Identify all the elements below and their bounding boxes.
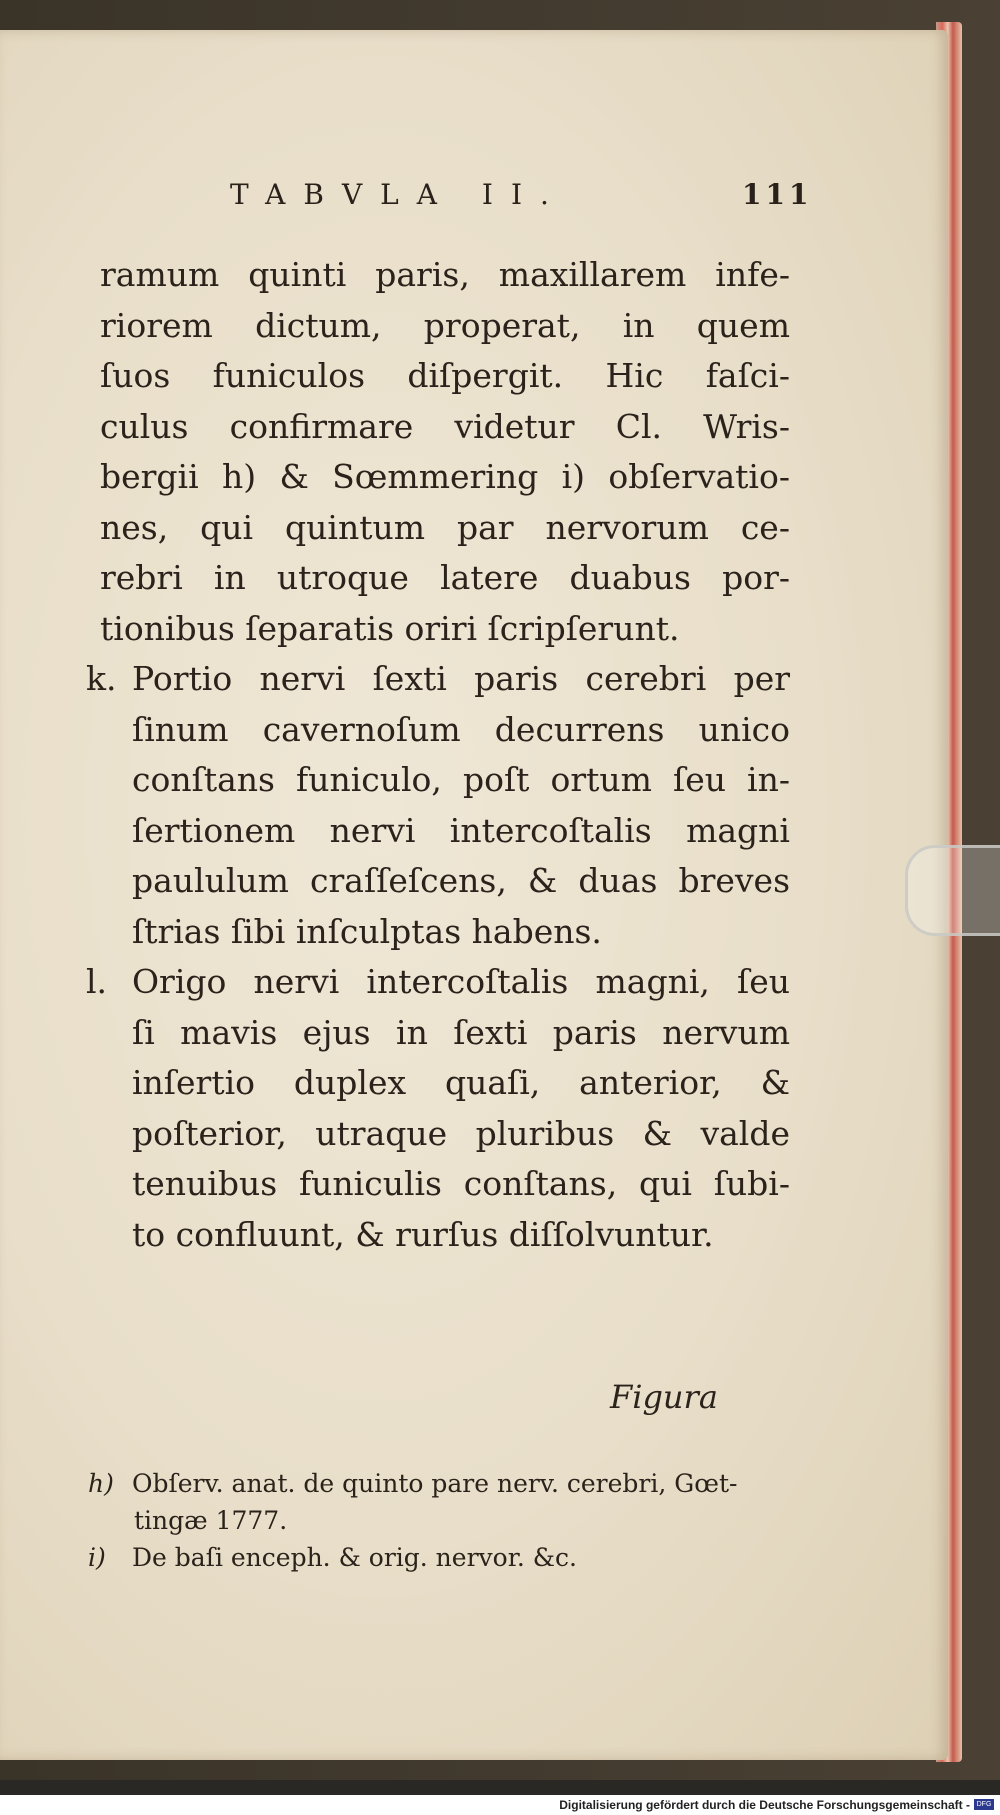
body-text: [86, 250, 790, 1260]
text-line: paululum craſſeſcens, & duas breves: [132, 861, 790, 900]
item-k: [86, 654, 790, 705]
text-line: bergii h) & Sœmmering i) obſervatio-: [100, 457, 790, 496]
text-line: to confluunt, & rurſus diſſolvuntur.: [132, 1214, 714, 1254]
footnote-text: Obſerv. anat. de quinto pare nerv. cerebri, Gœt-: [132, 1469, 738, 1498]
text-line: rebri in utroque latere duabus por-: [100, 558, 790, 597]
footer-credit: Digitalisierung gefördert durch die Deutsche Forschungsgemeinschaft -: [559, 1798, 970, 1812]
text-line: ſuos funiculos diſpergit. Hic faſci-: [100, 356, 790, 395]
item-l: [86, 957, 790, 1008]
text-line: tionibus ſeparatis oriri ſcripſerunt.: [100, 608, 680, 648]
text-line: ramum quinti paris, maxillarem infe-: [100, 255, 790, 294]
text-line: ſtrias ſibi inſculptas habens.: [132, 911, 602, 951]
text-line: inſertio duplex quaſi, anterior, &: [132, 1063, 790, 1102]
text-line: nes, qui quintum par nervorum ce-: [100, 507, 790, 547]
footnote-continuation: tingæ 1777.: [134, 1506, 288, 1535]
text-line: riorem dictum, properat, in quem: [100, 305, 790, 345]
text-line: poſterior, utraque pluribus & valde: [132, 1113, 790, 1153]
item-label: l.: [86, 962, 108, 1001]
text-line: ſi mavis ejus in ſexti paris nervum: [132, 1012, 790, 1052]
footnote-h: [88, 1465, 788, 1502]
item-label: k.: [86, 659, 117, 698]
footnote-mark: h): [88, 1469, 114, 1498]
running-head: [230, 170, 813, 220]
footnote-i: [88, 1539, 788, 1576]
running-head-title: TABVLA II.: [230, 178, 567, 211]
catchword: Figura: [610, 1378, 718, 1416]
footnote-mark: i): [88, 1543, 106, 1572]
footnotes: [88, 1465, 788, 1576]
page-number: 111: [742, 178, 813, 211]
footnote-text: De baſi enceph. & orig. nervor. &c.: [132, 1543, 577, 1572]
text-line: Origo nervi intercoſtalis magni, ſeu: [132, 962, 790, 1001]
text-line: conſtans funiculo, poſt ortum ſeu in-: [132, 760, 790, 799]
text-line: culus confirmare videtur Cl. Wris-: [100, 406, 790, 446]
text-line: ſertionem nervi intercoſtalis magni: [132, 810, 790, 850]
dfg-logo: DFG: [974, 1799, 994, 1810]
text-line: Portio nervi ſexti paris cerebri per: [132, 659, 790, 698]
text-line: ſinum cavernoſum decurrens unico: [132, 709, 790, 749]
bookmark-clip: [905, 845, 1000, 936]
text-line: tenuibus funiculis conſtans, qui ſubi-: [132, 1164, 790, 1203]
